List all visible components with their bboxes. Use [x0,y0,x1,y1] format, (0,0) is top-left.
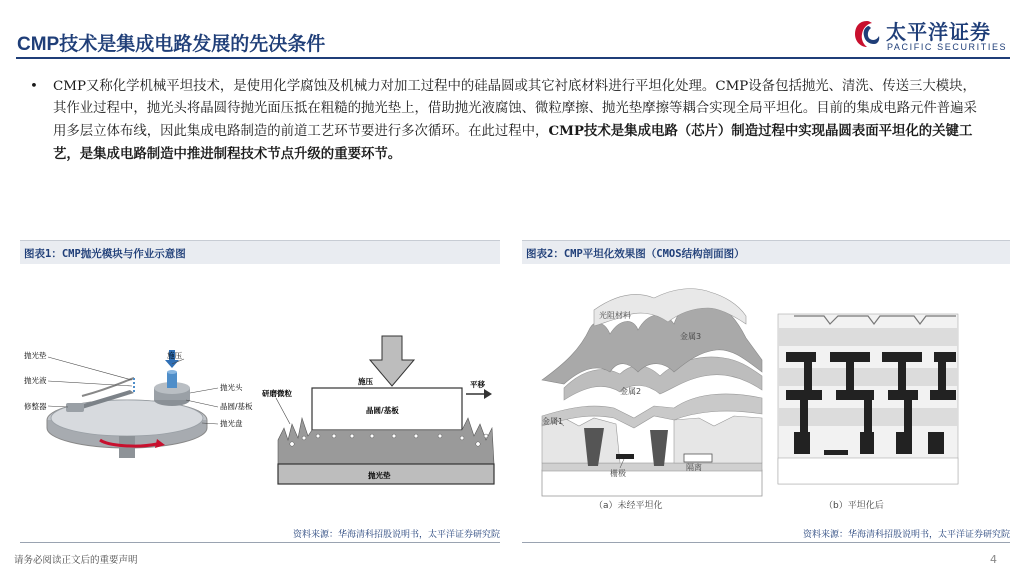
label-photoresist: 光阻材料 [599,311,631,320]
polishing-cross-section [261,336,494,484]
label-platen: 抛光盘 [220,419,243,428]
label-move: 平移 [470,380,485,389]
label-press-2: 施压 [358,377,373,386]
label-unplanarized: （a）未经平坦化 [594,501,663,511]
cross-section-planarized [778,314,958,511]
polishing-module-illustration [24,350,253,458]
cross-section-unplanarized [542,289,762,511]
label-planarized: （b）平坦化后 [824,501,884,511]
figure1-source: 资料来源：华海清科招股说明书，太平洋证券研究院 [20,527,500,543]
figure2-diagram [524,268,1008,523]
label-gate: 栅极 [610,469,626,478]
bullet-point: • [30,79,38,94]
logo-english-name: PACIFIC SECURITIES [887,42,1008,52]
pacific-logo-icon [852,18,882,50]
page-number: 4 [990,553,997,566]
figure2-source: 资料来源：华海清科招股说明书，太平洋证券研究院 [522,527,1010,543]
figure2-caption: 图表2：CMP平坦化效果图（CMOS结构剖面图） [522,240,1010,264]
company-logo [852,14,1012,58]
label-pad: 抛光垫 [24,351,47,360]
label-metal1: 金属1 [542,417,564,426]
label-slurry: 抛光液 [24,376,47,385]
label-head: 抛光头 [220,383,243,392]
label-metal2: 金属2 [620,387,642,396]
disclaimer-note: 请务必阅读正文后的重要声明 [14,555,138,566]
label-isolation: 隔离 [686,463,702,472]
label-particles: 研磨微粒 [262,389,292,398]
paragraph-text [53,76,988,166]
page-title: CMP技术是集成电路发展的先决条件 [17,34,326,55]
label-wafer-2: 晶圆/基板 [366,406,399,415]
figure1-diagram [22,268,498,523]
figure1-caption: 图表1：CMP抛光模块与作业示意图 [20,240,500,264]
paragraph-emphasis: CMP技术是集成电路（芯片）制造过程中实现晶圆表面平坦化的关键工艺，是集成电路制造中推进制程技术节点升级的重要环节。 [53,123,973,162]
paragraph-plain: CMP又称化学机械平坦技术，是使用化学腐蚀及机械力对加工过程中的硅晶圆或其它衬底材料进行平坦化处理。CMP设备包括抛光、清洗、传送三大模块，其作业过程中，抛光头将晶圆待抛光面压抵在粗糙的抛光垫上，借助抛光液腐蚀、微粒摩擦、抛光垫摩擦等耦合实现全局平坦化。目前的集成电路元件普遍采用多层立体布线，因此集成电路制造的前道工艺环节要进行多次循环。在此过程中， [53,79,977,139]
label-conditioner: 修整器 [24,402,47,411]
label-wafer: 晶圆/基板 [220,402,253,411]
label-metal3: 金属3 [680,332,702,341]
label-pad-2: 抛光垫 [368,471,391,480]
logo-chinese-name: 太平洋证券 [886,20,991,44]
label-press: 施压 [167,351,182,360]
